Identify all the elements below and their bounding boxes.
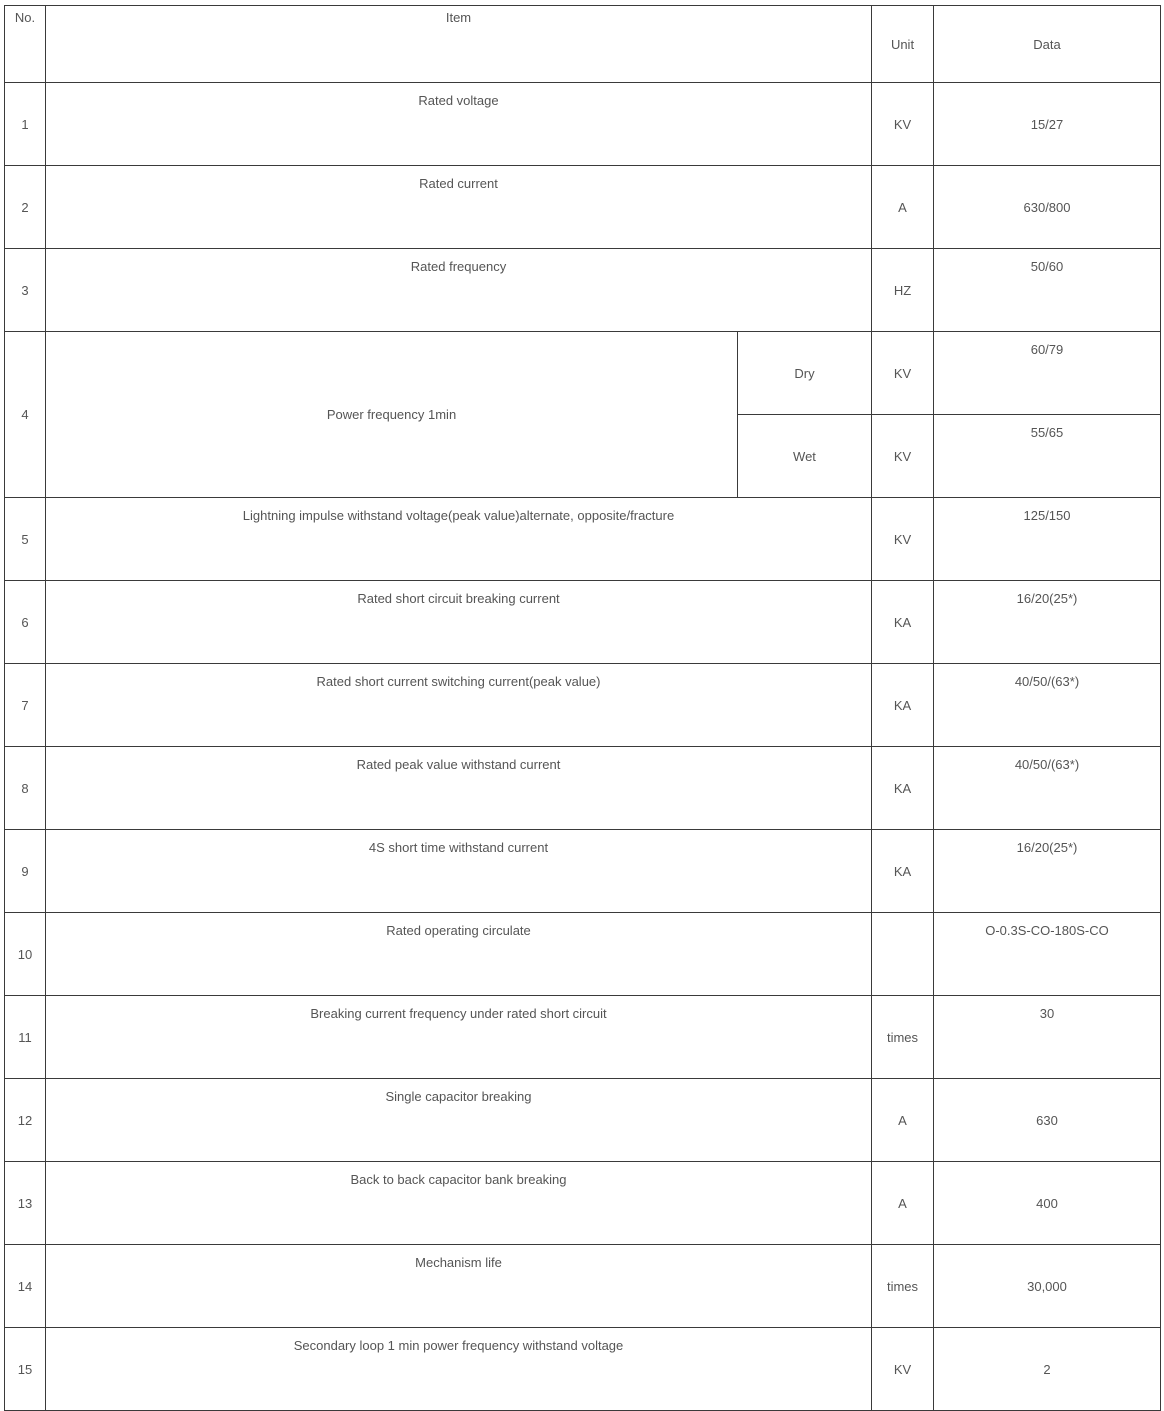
row-sub-label: Wet [738, 415, 872, 498]
table-row [5, 83, 1161, 166]
row-data: 630/800 [934, 166, 1161, 249]
row-unit: times [872, 1245, 934, 1328]
row-no: 10 [5, 913, 46, 996]
row-item: Lightning impulse withstand voltage(peak value)alternate, opposite/fracture [46, 498, 872, 581]
row-unit: KV [872, 415, 934, 498]
header-no: No. [5, 6, 46, 83]
row-no: 9 [5, 830, 46, 913]
row-unit: KV [872, 498, 934, 581]
row-unit: KA [872, 581, 934, 664]
row-no: 4 [5, 332, 46, 498]
row-no: 3 [5, 249, 46, 332]
row-unit: KA [872, 747, 934, 830]
row-no: 14 [5, 1245, 46, 1328]
row-item: Rated peak value withstand current [46, 747, 872, 830]
table-row [5, 581, 1161, 664]
row-data: 400 [934, 1162, 1161, 1245]
row-unit: A [872, 1079, 934, 1162]
row-item: Rated voltage [46, 83, 872, 166]
row-data: O-0.3S-CO-180S-CO [934, 913, 1161, 996]
row-data: 15/27 [934, 83, 1161, 166]
row-data: 630 [934, 1079, 1161, 1162]
row-no: 11 [5, 996, 46, 1079]
row-data: 16/20(25*) [934, 830, 1161, 913]
row-unit: HZ [872, 249, 934, 332]
table-row [5, 664, 1161, 747]
table-row [5, 249, 1161, 332]
row-no: 2 [5, 166, 46, 249]
row-data: 50/60 [934, 249, 1161, 332]
row-unit: KV [872, 332, 934, 415]
table-row [5, 996, 1161, 1079]
row-item: Back to back capacitor bank breaking [46, 1162, 872, 1245]
table-row [5, 830, 1161, 913]
row-data: 60/79 [934, 332, 1161, 415]
row-unit: times [872, 996, 934, 1079]
table-row [5, 166, 1161, 249]
table-row [5, 1079, 1161, 1162]
row-unit: A [872, 1162, 934, 1245]
row-no: 15 [5, 1328, 46, 1411]
row-data: 55/65 [934, 415, 1161, 498]
row-unit: KA [872, 830, 934, 913]
row-no: 7 [5, 664, 46, 747]
row-data: 16/20(25*) [934, 581, 1161, 664]
row-item: Rated short circuit breaking current [46, 581, 872, 664]
header-item: Item [46, 6, 872, 83]
row-unit: KV [872, 83, 934, 166]
row-item: Rated frequency [46, 249, 872, 332]
row-no: 8 [5, 747, 46, 830]
row-unit: KV [872, 1328, 934, 1411]
table-row [5, 1245, 1161, 1328]
row-unit [872, 913, 934, 996]
row-item: Rated operating circulate [46, 913, 872, 996]
header-data: Data [934, 6, 1161, 83]
row-item: 4S short time withstand current [46, 830, 872, 913]
row-item: Mechanism life [46, 1245, 872, 1328]
header-unit: Unit [872, 6, 934, 83]
row-data: 2 [934, 1328, 1161, 1411]
row-item: Secondary loop 1 min power frequency withstand voltage [46, 1328, 872, 1411]
table-header-row [5, 6, 1161, 83]
row-data: 125/150 [934, 498, 1161, 581]
row-no: 6 [5, 581, 46, 664]
spec-table [4, 5, 1161, 1411]
row-unit: A [872, 166, 934, 249]
row-data: 30 [934, 996, 1161, 1079]
table-row [5, 498, 1161, 581]
table-row [5, 747, 1161, 830]
row-no: 13 [5, 1162, 46, 1245]
row-unit: KA [872, 664, 934, 747]
table-row [5, 1162, 1161, 1245]
table-row [5, 1328, 1161, 1411]
row-item: Rated short current switching current(peak value) [46, 664, 872, 747]
row-no: 12 [5, 1079, 46, 1162]
row-data: 40/50/(63*) [934, 664, 1161, 747]
row-item: Single capacitor breaking [46, 1079, 872, 1162]
row-item: Power frequency 1min [46, 332, 738, 498]
row-item: Rated current [46, 166, 872, 249]
row-data: 40/50/(63*) [934, 747, 1161, 830]
table-row [5, 913, 1161, 996]
row-data: 30,000 [934, 1245, 1161, 1328]
row-sub-label: Dry [738, 332, 872, 415]
row-no: 1 [5, 83, 46, 166]
table-row [5, 332, 1161, 415]
row-no: 5 [5, 498, 46, 581]
row-item: Breaking current frequency under rated short circuit [46, 996, 872, 1079]
